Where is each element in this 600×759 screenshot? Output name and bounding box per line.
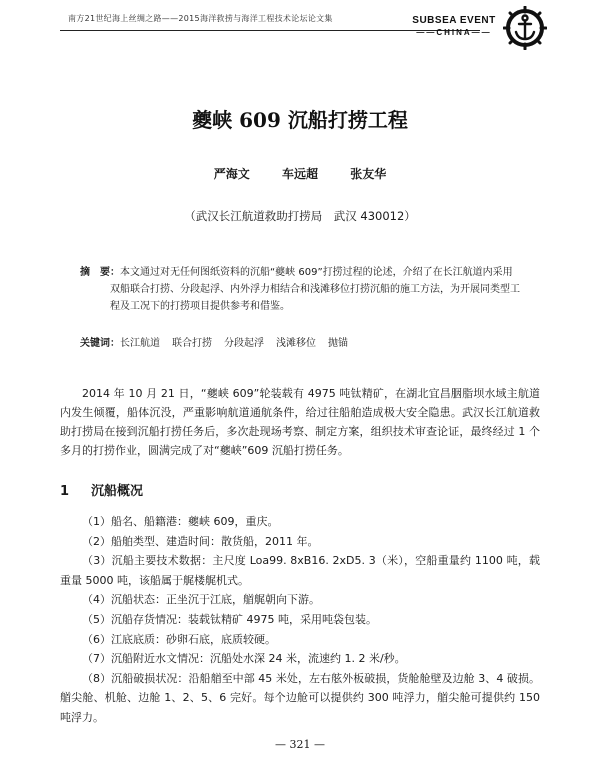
logo-line2 <box>408 28 500 37</box>
keyword: 分段起浮 <box>224 338 264 349</box>
anchor-wheel-icon <box>503 6 547 50</box>
logo-line1: SUBSEA EVENT <box>412 15 496 26</box>
running-header: 南方21世纪海上丝绸之路——2015海洋救捞与海洋工程技术论坛论文集 <box>68 14 333 23</box>
authors <box>0 165 600 182</box>
abstract-text: 本文通过对无任何图纸资料的沉船“夔峡 609”打捞过程的论述，介绍了在长江航道内采用双船联合打捞、分段起浮、内外浮力相结合和浅滩移位打捞沉船的施工方法，为开展同类型工程及工况下的打捞项目提供参考和借鉴。 <box>110 267 520 312</box>
keywords-label: 关键词： <box>80 338 120 349</box>
list-item: （6）江底底质：砂卵石底，底质较硬。 <box>82 632 276 646</box>
author-name: 车远超 <box>281 167 318 181</box>
section-title: 沉船概况 <box>91 484 144 499</box>
logo-line2-suffix: —— <box>471 28 492 37</box>
logo-line2-text: CHINA <box>436 28 472 37</box>
article-title: 夔峡 609 沉船打捞工程 <box>192 108 408 132</box>
list-item: （5）沉船存货情况：装载钛精矿 4975 吨，采用吨袋包装。 <box>82 612 377 626</box>
page-number: — 321 — <box>275 738 325 751</box>
list-item: （8）沉船破损状况：沿船艏至中部 45 米处，左右舷外板破损，货舱舱壁及边舱 3、4 破损。艏尖舱、机舱、边舱 1、2、5、6 完好。每个边舱可以提供约 300 吨浮力，艏尖舱可提供约 150 吨浮力。 <box>60 671 540 724</box>
keyword: 抛锚 <box>328 338 348 349</box>
author-name: 张友华 <box>350 167 387 181</box>
subsea-event-logo-text <box>408 15 500 37</box>
section-heading <box>60 480 143 499</box>
list-item: （4）沉船状态：正坐沉于江底，艏艉朝向下游。 <box>82 593 320 607</box>
abstract <box>80 264 520 315</box>
keywords <box>80 336 520 352</box>
abstract-label: 摘 要： <box>80 267 120 278</box>
section-number: 1 <box>60 484 70 499</box>
list-item: （7）沉船附近水文情况：沉船处水深 24 米，流速约 1. 2 米/秒。 <box>82 652 406 666</box>
list-item: （1）船名、船籍港：夔峡 609，重庆。 <box>82 515 279 528</box>
logo-line2-prefix: —— <box>416 28 437 37</box>
author-name: 严海文 <box>213 167 250 181</box>
list-item: （2）船舶类型、建造时间：散货船，2011 年。 <box>82 534 319 548</box>
keyword: 长江航道 <box>120 338 160 349</box>
vessel-details-list <box>60 512 540 728</box>
list-item: （3）沉船主要技术数据：主尺度 Loa99. 8xB16. 2xD5. 3（米），空船重量约 1100 吨，载重量 5000 吨，该船属于艉楼艉机式。 <box>60 554 540 587</box>
keyword: 浅滩移位 <box>276 338 316 349</box>
affiliation: （武汉长江航道救助打捞局 武汉 430012） <box>184 209 416 223</box>
keyword: 联合打捞 <box>172 338 212 349</box>
intro-paragraph: 2014 年 10 月 21 日，“夔峡 609”轮装载有 4975 吨钛精矿，在湖北宜昌胭脂坝水域主航道内发生倾覆，船体沉没，严重影响航道通航条件，给过往船舶造成极大安全隐患。武汉长江航道救助打捞局在接到沉船打捞任务后，多次赴现场考察、制定方案，组织技术审查论证，最终经过 1 个多月的打捞作业，圆满完成了对“夔峡”609 沉船打捞任务。 <box>60 387 540 457</box>
